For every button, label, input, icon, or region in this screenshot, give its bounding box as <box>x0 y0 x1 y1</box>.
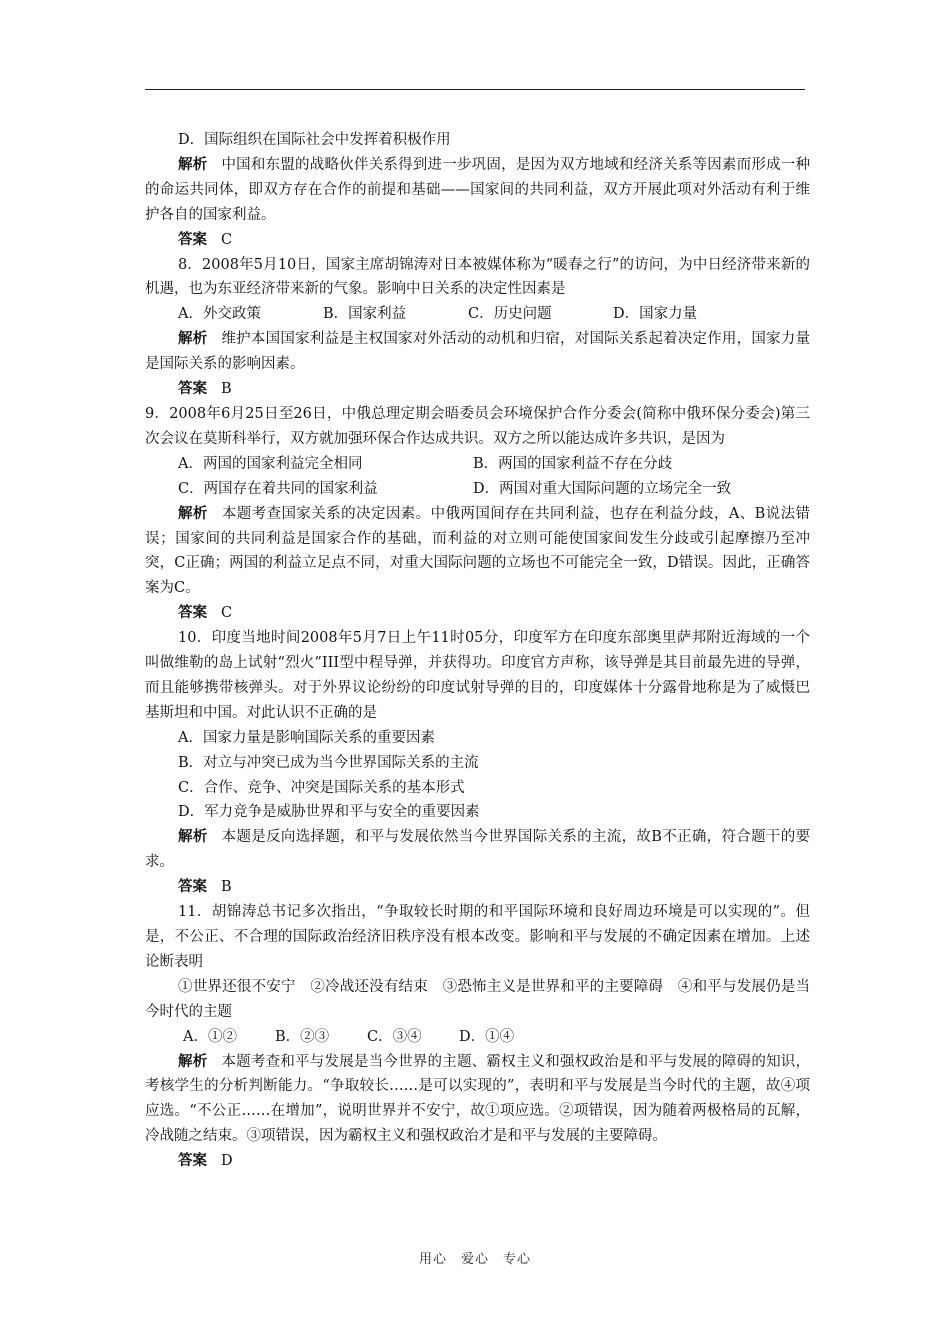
q9-analysis <box>145 502 810 602</box>
q8-option-d: D．国家力量 <box>613 306 698 323</box>
q8-option-b: B．国家利益 <box>323 306 407 323</box>
answer-value: B <box>221 879 232 896</box>
q11-analysis <box>145 1050 810 1150</box>
header-rule <box>145 89 805 90</box>
q11-option-b: B．②③ <box>275 1028 330 1045</box>
q10-analysis <box>145 825 810 875</box>
q11-answer <box>145 1149 810 1174</box>
answer-label: 答案 <box>178 380 207 398</box>
answer-value: B <box>221 381 232 398</box>
q7-option-d: D．国际组织在国际社会中发挥着积极作用 <box>178 132 451 148</box>
analysis-text: 中国和东盟的战略伙伴关系得到进一步巩固，是因为双方地域和经济关系等因素而形成一种的命运共同体，即双方存在合作的前提和基础——国家间的共同利益，双方开展此项对外活动有利于维护各自的国家利益。 <box>145 156 811 223</box>
analysis-label: 解析 <box>178 1052 208 1070</box>
analysis-label: 解析 <box>178 504 208 522</box>
q11-option-a: A．①② <box>183 1028 237 1045</box>
q11-stem: 11．胡锦涛总书记多次指出，“争取较长时期的和平国际环境和良好周边环境是可以实现的”。但是，不公正、不合理的国际政治经济旧秩序没有根本改变。影响和平与发展的不确定因素在增加。上述论断表明 <box>145 904 810 970</box>
q8-options <box>145 302 810 327</box>
q10-stem: 10．印度当地时间2008年5月7日上午11时05分，印度军方在印度东部奥里萨邦附近海域的一个叫做维勒的岛上试射“烈火”III型中程导弹，并获得功。印度官方声称，该导弹是其目前最先进的导弹，而且能够携带核弹头。对于外界议论纷纷的印度试射导弹的目的，印度媒体十分露骨地称是为了威慑巴基斯坦和中国。对此认识不正确的是 <box>145 630 810 721</box>
q8-analysis <box>145 327 810 377</box>
analysis-label: 解析 <box>178 155 208 173</box>
analysis-text: 本题考查国家关系的决定因素。中俄两国间存在共同利益，也存在利益分歧，A、B说法错误；国家间的共同利益是国家合作的基础，而利益的对立则可能使国家间发生分歧或引起摩擦乃至冲突，C正确；两国的利益立足点不同，对重大国际问题的立场也不可能完全一致，D错误。因此，正确答案为C。 <box>145 505 811 597</box>
q11-option-d: D．①④ <box>459 1028 515 1045</box>
analysis-label: 解析 <box>178 330 208 348</box>
q9-option-d: D．两国对重大国际问题的立场完全一致 <box>473 480 732 497</box>
q9-option-b: B．两国的国家利益不存在分歧 <box>473 455 673 472</box>
analysis-text: 本题考查和平与发展是当今世界的主题、霸权主义和强权政治是和平与发展的障碍的知识，考核学生的分析判断能力。“争取较长……是可以实现的”，表明和平与发展是当今时代的主题，故④项应选。“不公正……在增加”，说明世界并不安宁，故①项应选。②项错误，因为随着两极格局的瓦解，冷战随之结束。③项错误，因为霸权主义和强权政治才是和平与发展的主要障碍。 <box>145 1053 811 1145</box>
answer-label: 答案 <box>178 1152 207 1170</box>
q8-stem: 8．2008年5月10日，国家主席胡锦涛对日本被媒体称为“暖春之行”的访问，为中日经济带来新的机遇，也为东亚经济带来新的气象。影响中日关系的决定性因素是 <box>145 256 811 298</box>
q8-option-a: A．外交政策 <box>178 306 261 323</box>
q7-analysis <box>145 153 810 228</box>
q10-option-d: D．军力竞争是威胁世界和平与安全的重要因素 <box>178 804 480 821</box>
q9-options-row-1 <box>145 452 810 477</box>
answer-label: 答案 <box>178 230 207 248</box>
answer-value: C <box>221 605 233 622</box>
q9-option-a: A．两国的国家利益完全相同 <box>178 455 363 472</box>
analysis-text: 维护本国国家利益是主权国家对外活动的动机和归宿，对国际关系起着决定作用，国家力量是国际关系的影响因素。 <box>145 331 811 373</box>
q9-options-row-2 <box>145 477 810 502</box>
document-body <box>145 128 810 1174</box>
q11-options <box>145 1025 810 1050</box>
q11-statements: ①世界还很不安宁 ②冷战还没有结束 ③恐怖主义是世界和平的主要障碍 ④和平与发展仍是当今时代的主题 <box>145 978 810 1020</box>
answer-value: C <box>221 231 233 248</box>
page-footer: 用心 爱心 专心 <box>418 1252 531 1267</box>
q10-option-a: A．国家力量是影响国际关系的重要因素 <box>178 729 435 746</box>
q10-answer <box>145 875 810 900</box>
answer-value: D <box>221 1153 233 1170</box>
q9-stem: 9．2008年6月25日至26日，中俄总理定期会晤委员会环境保护合作分委会(简称中俄环保分委会)第三次会议在莫斯科举行，双方就加强环保合作达成共识。双方之所以能达成许多共识，是因为 <box>145 405 810 447</box>
q9-option-c: C．两国存在着共同的国家利益 <box>178 480 378 497</box>
q8-answer <box>145 377 810 402</box>
q11-option-c: C．③④ <box>367 1028 422 1045</box>
q9-answer <box>145 601 810 626</box>
q8-option-c: C．历史问题 <box>468 306 552 323</box>
analysis-text: 本题是反向选择题，和平与发展依然当今世界国际关系的主流，故B不正确，符合题干的要求。 <box>145 829 811 871</box>
q10-option-c: C．合作、竞争、冲突是国际关系的基本形式 <box>178 779 465 796</box>
answer-label: 答案 <box>178 604 207 622</box>
analysis-label: 解析 <box>178 828 208 846</box>
answer-label: 答案 <box>178 878 207 896</box>
q7-answer <box>145 228 810 253</box>
q10-option-b: B．对立与冲突已成为当今世界国际关系的主流 <box>178 754 479 771</box>
